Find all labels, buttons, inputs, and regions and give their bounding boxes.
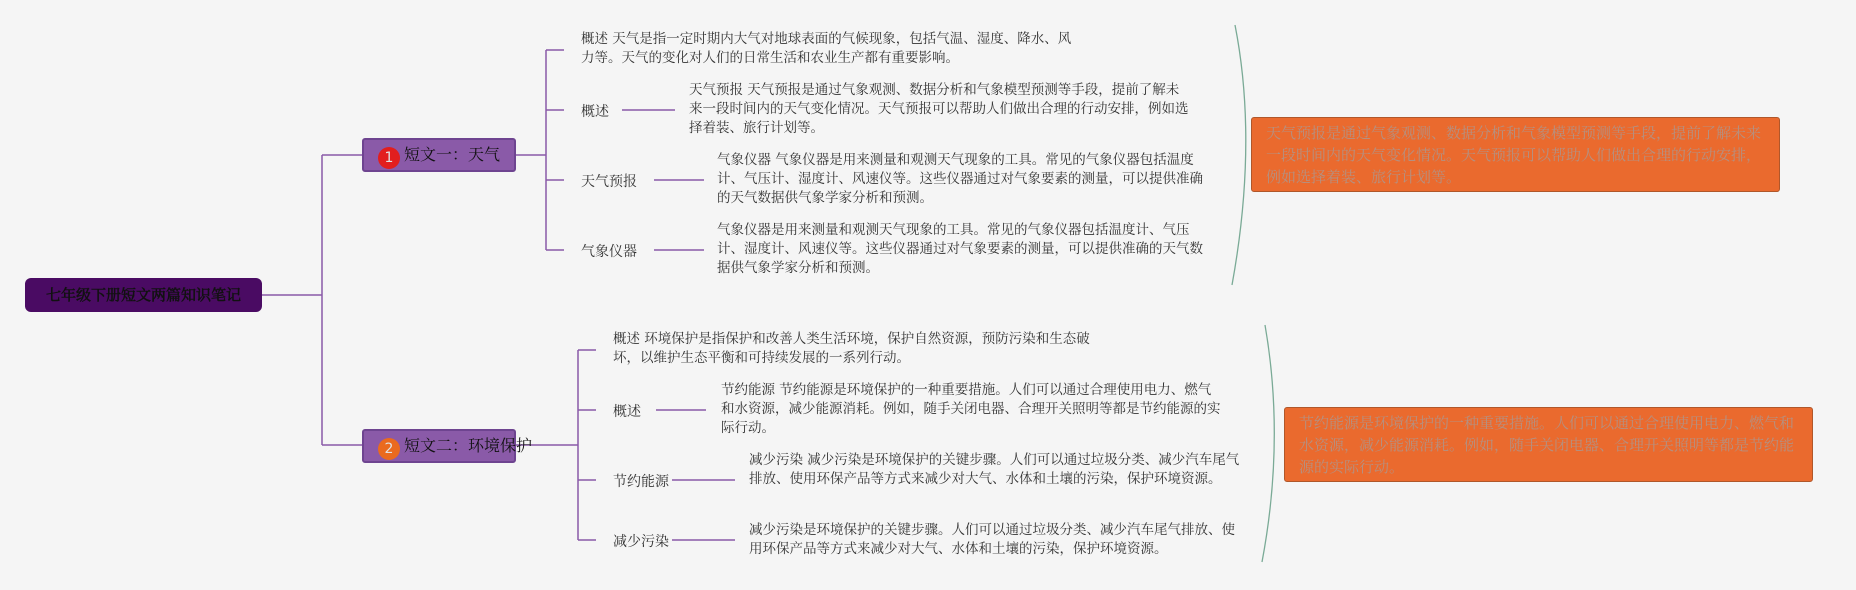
text-energy: 节约能源 节约能源是环境保护的一种重要措施。人们可以通过合理使用电力、燃气和水资源，减少能源消耗。例如，随手关闭电器、合理开关照明等都是节约能源的实际行动。 bbox=[721, 382, 1221, 436]
topic-title: 短文一：天气 bbox=[404, 145, 501, 164]
text-instruments-detail: 气象仪器是用来测量和观测天气现象的工具。常见的气象仪器包括温度计、气压计、湿度计、风速仪等。这些仪器通过对气象要素的测量，可以提供准确的天气数据供气象学家分析和预测。 bbox=[717, 222, 1203, 276]
summary-card-weather[interactable]: 天气预报是通过气象观测、数据分析和气象模型预测等手段，提前了解未来一段时间内的天气变化情况。天气预报可以帮助人们做出合理的行动安排，例如选择着装、旅行计划等。 bbox=[1251, 117, 1780, 192]
root-node[interactable]: 七年级下册短文两篇知识笔记 bbox=[25, 278, 262, 312]
topic-weather[interactable] bbox=[362, 138, 516, 172]
topic-title: 短文二：环境保护 bbox=[404, 436, 533, 455]
text-forecast: 天气预报 天气预报是通过气象观测、数据分析和气象模型预测等手段，提前了解未来一段时间内的天气变化情况。天气预报可以帮助人们做出合理的行动安排，例如选择着装、旅行计划等。 bbox=[689, 82, 1189, 136]
summary-card-environment[interactable]: 节约能源是环境保护的一种重要措施。人们可以通过合理使用电力、燃气和水资源，减少能源消耗。例如，随手关闭电器、合理开关照明等都是节约能源的实际行动。 bbox=[1284, 407, 1813, 482]
label-overview[interactable]: 概述 bbox=[581, 104, 609, 120]
topic-number-badge: 1 bbox=[378, 147, 400, 169]
text-pollution: 减少污染 减少污染是环境保护的关键步骤。人们可以通过垃圾分类、减少汽车尾气排放、使用环保产品等方式来减少对大气、水体和土壤的污染，保护环境资源。 bbox=[749, 452, 1240, 487]
text-pollution-detail: 减少污染是环境保护的关键步骤。人们可以通过垃圾分类、减少汽车尾气排放、使用环保产品等方式来减少对大气、水体和土壤的污染，保护环境资源。 bbox=[749, 522, 1235, 557]
label-instruments[interactable]: 气象仪器 bbox=[581, 244, 637, 260]
text-instruments: 气象仪器 气象仪器是用来测量和观测天气现象的工具。常见的气象仪器包括温度计、气压计、湿度计、风速仪等。这些仪器通过对气象要素的测量，可以提供准确的天气数据供气象学家分析和预测。 bbox=[717, 152, 1203, 206]
label-forecast[interactable]: 天气预报 bbox=[581, 174, 637, 190]
overview-text: 概述 环境保护是指保护和改善人类生活环境，保护自然资源，预防污染和生态破坏，以维护生态平衡和可持续发展的一系列行动。 bbox=[613, 331, 1090, 366]
topic-number-badge: 2 bbox=[378, 438, 400, 460]
label-overview[interactable]: 概述 bbox=[613, 404, 641, 420]
topic-environment[interactable] bbox=[362, 429, 533, 463]
label-energy[interactable]: 节约能源 bbox=[613, 474, 669, 490]
label-pollution[interactable]: 减少污染 bbox=[613, 534, 669, 550]
overview-text: 概述 天气是指一定时期内大气对地球表面的气候现象，包括气温、湿度、降水、风力等。天气的变化对人们的日常生活和农业生产都有重要影响。 bbox=[581, 31, 1072, 66]
